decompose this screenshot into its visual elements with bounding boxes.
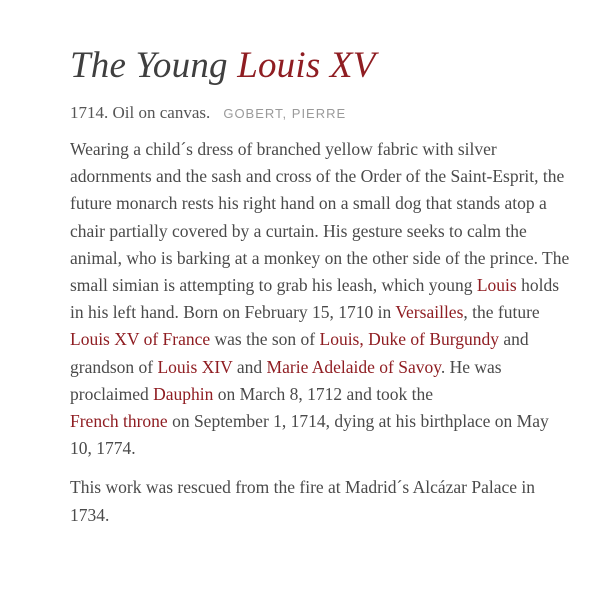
artwork-description [70,136,570,529]
title-prefix: The Young [70,45,228,86]
artist-name: GOBERT, PIERRE [223,106,347,121]
title-accent: Louis XV [237,45,376,86]
description-text: Wearing a child´s dress of branched yellow fabric with silver adornments and the sash and cross of the Order of the Saint-Esprit, the future monarch rests his right hand on a small dog that stands atop a chair partially covered by a curtain. His gesture seeks to calm the animal, who is barking at a monkey on the other side of the prince. The small simian is attempting to grab his leash, which young [70,139,570,296]
artwork-date: 1714. Oil on canvas. [70,103,211,122]
link-louis[interactable]: Louis [476,275,517,296]
description-text: and [236,356,263,377]
link-louis-xiv[interactable]: Louis XIV [157,356,233,377]
description-text: , the future [463,302,540,323]
description-text: holds in his left hand. Born on February 15, 1710 in [70,275,560,323]
link-duke-of-burgundy[interactable]: Louis, Duke of Burgundy [319,329,500,350]
link-versailles[interactable]: Versailles [395,302,464,323]
link-dauphin[interactable]: Dauphin [153,383,214,404]
link-marie-adelaide[interactable]: Marie Adelaide of Savoy [266,356,441,377]
provenance-note: This work was rescued from the fire at Madrid´s Alcázar Palace in 1734. [70,477,536,525]
description-text: on March 8, 1712 and took the [217,383,434,404]
description-paragraph [70,136,570,462]
description-text: and grandson of [70,329,529,377]
description-text: . He was proclaimed [70,356,502,404]
link-french-throne[interactable]: French throne [70,411,168,432]
link-louis-xv[interactable]: Louis XV of France [70,329,211,350]
artwork-title [70,40,570,92]
description-text: was the son of [214,329,316,350]
artwork-card [70,40,570,529]
description-text: on September 1, 1714, dying at his birthplace on May 10, 1774. [70,411,549,459]
artwork-meta [70,100,570,126]
